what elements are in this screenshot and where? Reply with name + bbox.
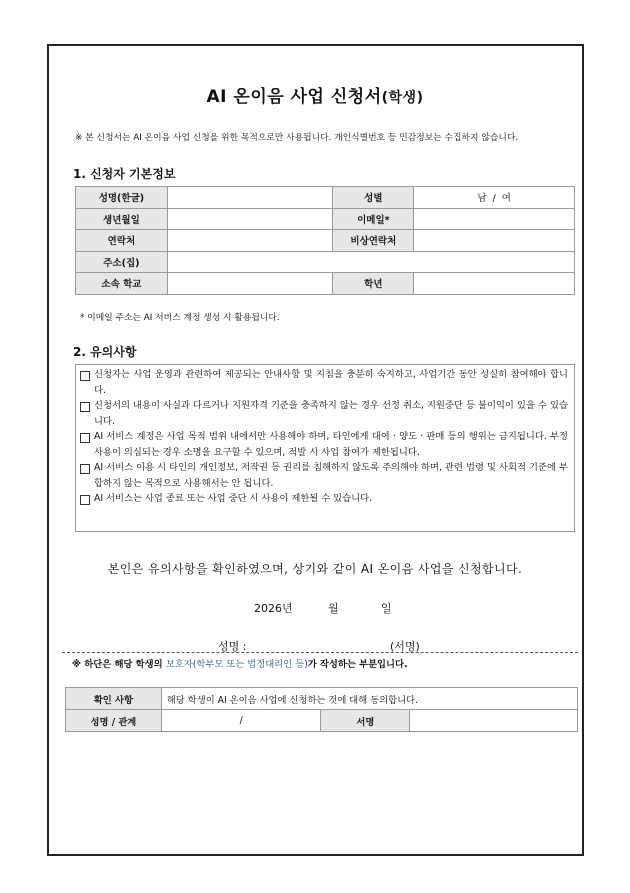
address-label: 주소(집) <box>76 251 168 273</box>
caution-item: 신청자는 사업 운영과 관련하여 제공되는 안내사항 및 지침을 충분히 숙지하고, 사업기간 동안 성실히 참여해야 합니다. <box>80 367 568 398</box>
school-field[interactable] <box>167 273 333 295</box>
purpose-notice: ※ 본 신청서는 AI 온이음 사업 신청을 위한 목적으로만 사용됩니다. 개인식별번호 등 민감정보는 수집하지 않습니다. <box>75 133 519 143</box>
guardian-sign-label: 서명 <box>321 710 410 732</box>
email-label: 이메일* <box>333 208 414 230</box>
checkbox-icon[interactable] <box>80 464 90 474</box>
phone-label: 연락처 <box>76 230 168 252</box>
table-row <box>76 230 575 252</box>
checkbox-icon[interactable] <box>80 433 90 443</box>
guardian-note: ※ 하단은 해당 학생의 보호자(학부모 또는 법정대리인 등)가 작성하는 부분입니다. <box>72 659 408 670</box>
email-note: * 이메일 주소는 AI 서비스 계정 생성 시 활용됩니다. <box>80 313 280 323</box>
checkbox-icon[interactable] <box>80 495 90 505</box>
grade-field[interactable] <box>414 273 575 295</box>
caution-item: AI 서비스 계정은 사업 목적 범위 내에서만 사용해야 하며, 타인에게 대여 · 양도 · 판매 등의 행위는 금지됩니다. 부정 사용이 의심되는 경우 소명을 요구할 수 있으며, 적발 시 사업 참여가 제한됩니다. <box>80 429 568 460</box>
guardian-consent-table <box>65 687 578 732</box>
phone-field[interactable] <box>167 230 333 252</box>
consent-text: 해당 학생이 AI 온이음 사업에 신청하는 것에 대해 동의합니다. <box>161 688 577 710</box>
caution-item: AI 서비스 이용 시 타인의 개인정보, 저작권 등 권리를 침해하지 않도록 주의해야 하며, 관련 법령 및 사회적 기준에 부합하지 않는 목적으로 사용해서는 안 됩니다. <box>80 460 568 491</box>
table-row <box>76 208 575 230</box>
table-row <box>76 251 575 273</box>
guardian-highlight: 보호자(학부모 또는 법정대리인 등) <box>165 659 308 670</box>
signature-label: 성명 : <box>218 640 247 653</box>
page-title: AI 온이음 사업 신청서(학생) <box>206 87 424 107</box>
gender-label: 성별 <box>333 187 414 209</box>
email-field[interactable] <box>414 208 575 230</box>
checkbox-icon[interactable] <box>80 371 90 381</box>
emergency-label: 비상연락처 <box>333 230 414 252</box>
table-row <box>76 187 575 209</box>
cut-line <box>62 652 578 653</box>
name-relation-field[interactable]: / <box>161 710 321 732</box>
table-row <box>76 273 575 295</box>
title-suffix: (학생) <box>381 90 424 106</box>
name-label: 성명(한글) <box>76 187 168 209</box>
emergency-field[interactable] <box>414 230 575 252</box>
birth-label: 생년월일 <box>76 208 168 230</box>
caution-item: AI 서비스는 사업 종료 또는 사업 중단 시 사용이 제한될 수 있습니다. <box>80 491 568 507</box>
applicant-info-table <box>75 186 575 295</box>
checkbox-icon[interactable] <box>80 402 90 412</box>
signature-seal[interactable]: (서명) <box>390 640 420 653</box>
cautions-box <box>75 364 575 532</box>
section-basic-info-heading: 1. 신청자 기본정보 <box>73 167 176 181</box>
section-cautions-heading: 2. 유의사항 <box>73 345 137 359</box>
name-field[interactable] <box>167 187 333 209</box>
name-relation-label: 성명 / 관계 <box>66 710 162 732</box>
date-month[interactable]: 월 <box>328 602 339 615</box>
caution-item: 신청서의 내용이 사실과 다르거나 지원자격 기준을 충족하지 않는 경우 선정 취소, 지원중단 등 불이익이 있을 수 있습니다. <box>80 398 568 429</box>
gender-options[interactable]: 남 / 여 <box>414 187 575 209</box>
address-field[interactable] <box>167 251 574 273</box>
date-day[interactable]: 일 <box>381 602 392 615</box>
table-row <box>66 710 578 732</box>
school-label: 소속 학교 <box>76 273 168 295</box>
table-row <box>66 688 578 710</box>
date-year: 2026년 <box>254 602 293 615</box>
grade-label: 학년 <box>333 273 414 295</box>
confirm-label: 확인 사항 <box>66 688 162 710</box>
confirmation-statement: 본인은 유의사항을 확인하였으며, 상기와 같이 AI 온이음 사업을 신청합니다. <box>107 562 523 576</box>
guardian-sign-field[interactable] <box>410 710 578 732</box>
birth-field[interactable] <box>167 208 333 230</box>
